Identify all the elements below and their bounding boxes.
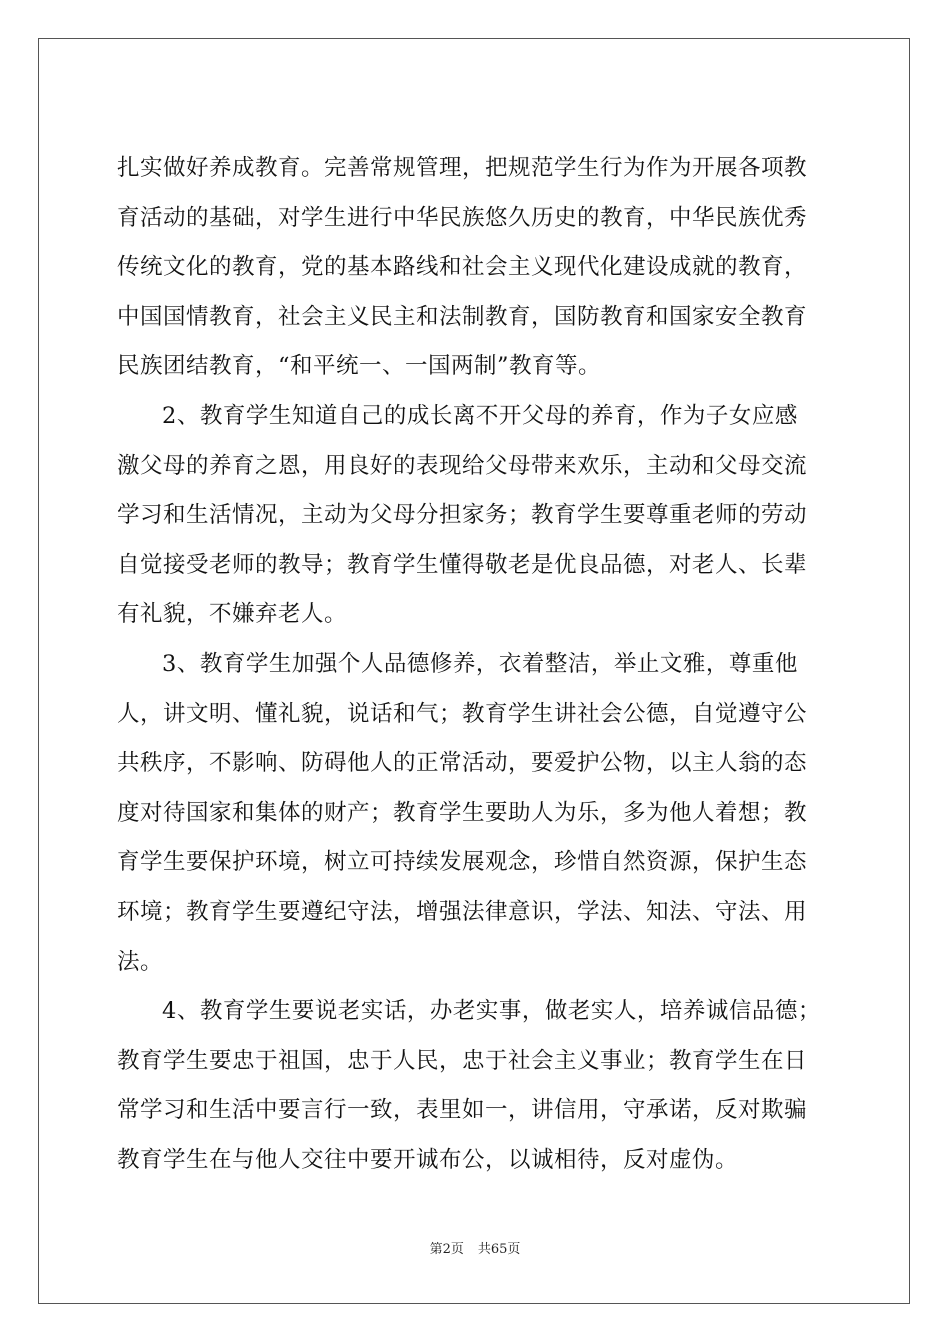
text-line: 学习和生活情况，主动为父母分担家务；教育学生要尊重老师的劳动 [117,502,808,529]
page-border [38,38,910,1304]
text-line: 环境；教育学生要遵纪守法，增强法律意识，学法、知法、守法、用 [117,898,808,925]
text-line: 共秩序，不影响、防碍他人的正常活动，要爱护公物，以主人翁的态 [117,750,808,777]
text-line: 育学生要保护环境，树立可持续发展观念，珍惜自然资源，保护生态 [117,849,808,876]
text-line: 教育学生要忠于祖国，忠于人民，忠于社会主义事业；教育学生在日 [117,1047,808,1074]
text-line: 育活动的基础，对学生进行中华民族悠久历史的教育，中华民族优秀 [117,204,808,231]
text-line: 法。 [117,948,164,975]
text-line: 2、教育学生知道自己的成长离不开父母的养育，作为子女应感 [162,402,798,429]
text-line: 民族团结教育，“和平统一、一国两制”教育等。 [117,353,602,380]
page-footer [39,1238,911,1257]
text-line: 人，讲文明、懂礼貌，说话和气；教育学生讲社会公德，自觉遵守公 [117,700,808,727]
text-line: 中国国情教育，社会主义民主和法制教育，国防教育和国家安全教育 [117,303,808,330]
page-total: 共65页 [477,1242,521,1257]
text-line: 常学习和生活中要言行一致，表里如一，讲信用，守承诺，反对欺骗 [117,1097,808,1124]
page-number: 第2页 [429,1242,464,1257]
text-line: 有礼貌，不嫌弃老人。 [117,601,348,628]
text-line: 激父母的养育之恩，用良好的表现给父母带来欢乐，主动和父母交流 [117,452,808,479]
document-body [117,144,837,1185]
text-line: 扎实做好养成教育。完善常规管理，把规范学生行为作为开展各项教 [117,155,808,181]
text-line: 4、教育学生要说老实话，办老实事，做老实人，培养诚信品德； [162,998,821,1025]
text-line: 3、教育学生加强个人品德修养，衣着整洁，举止文雅，尊重他 [162,650,798,677]
text-line: 度对待国家和集体的财产；教育学生要助人为乐，多为他人着想；教 [117,799,808,826]
text-line: 教育学生在与他人交往中要开诚布公，以诚相待，反对虚伪。 [117,1146,739,1173]
text-line: 自觉接受老师的教导；教育学生懂得敬老是优良品德，对老人、长辈 [117,551,808,578]
text-line: 传统文化的教育，党的基本路线和社会主义现代化建设成就的教育， [117,254,808,281]
